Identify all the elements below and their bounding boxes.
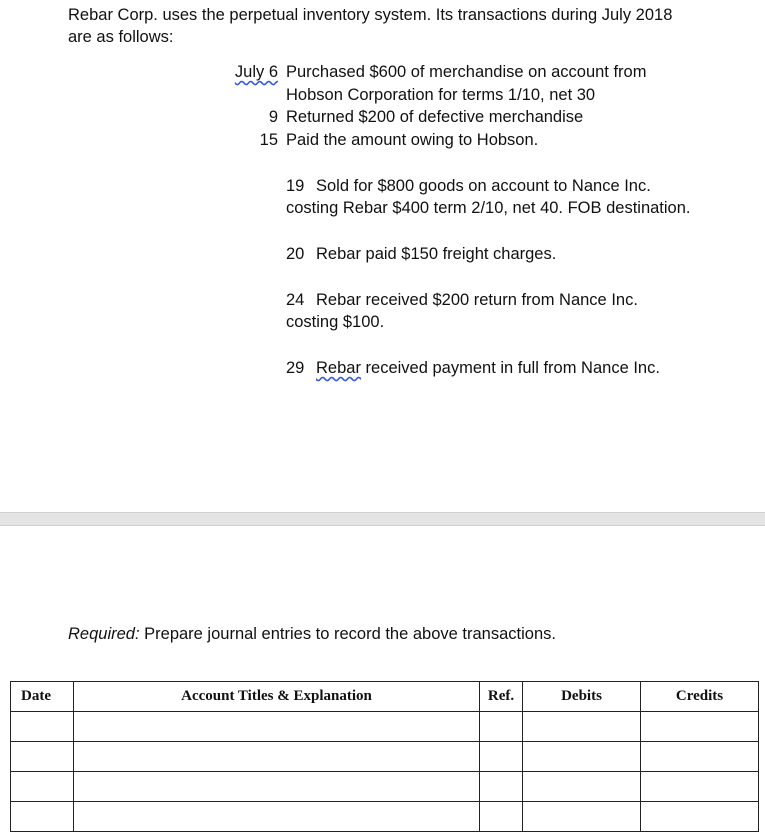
table-row — [11, 712, 759, 742]
cell-debit[interactable] — [523, 712, 641, 742]
tx-19-line-2: costing Rebar $400 term 2/10, net 40. FOB destination. — [286, 199, 691, 217]
journal-table — [10, 681, 759, 832]
tx-24-line-1: Rebar received $200 return from Nance Inc. — [316, 291, 638, 309]
tx-19-day: 19 — [286, 177, 305, 195]
required-instruction — [68, 623, 556, 645]
header-credits: Credits — [641, 682, 759, 712]
cell-ref[interactable] — [480, 772, 523, 802]
tx-20 — [286, 243, 556, 265]
cell-ref[interactable] — [480, 802, 523, 832]
tx-july-6-line-2: Hobson Corporation for terms 1/10, net 30 — [286, 86, 596, 104]
cell-account[interactable] — [74, 712, 480, 742]
tx-29-day: 29 — [286, 359, 305, 377]
cell-date[interactable] — [11, 712, 74, 742]
intro-text — [68, 4, 672, 48]
tx-20-line-1: Rebar paid $150 freight charges. — [316, 245, 557, 263]
header-ref: Ref. — [480, 682, 523, 712]
cell-ref[interactable] — [480, 712, 523, 742]
required-label: Required: — [68, 625, 140, 643]
cell-credit[interactable] — [641, 742, 759, 772]
tx-24 — [286, 289, 638, 311]
tx-date-9: 9 — [268, 108, 278, 126]
required-text: Prepare journal entries to record the above transactions. — [144, 625, 556, 643]
tx-july-6-line-1: Purchased $600 of merchandise on account from — [286, 63, 647, 81]
tx-29 — [286, 357, 660, 379]
cell-ref[interactable] — [480, 742, 523, 772]
page-divider — [0, 512, 765, 526]
tx-24-day: 24 — [286, 291, 305, 309]
tx-29-rest: received payment in full from Nance Inc. — [365, 359, 660, 377]
cell-date[interactable] — [11, 742, 74, 772]
cell-account[interactable] — [74, 802, 480, 832]
cell-account[interactable] — [74, 772, 480, 802]
cell-debit[interactable] — [523, 772, 641, 802]
tx-15-line-1: Paid the amount owing to Hobson. — [286, 131, 539, 149]
tx-29-underlined — [286, 359, 361, 377]
cell-date[interactable] — [11, 802, 74, 832]
journal-body — [11, 712, 759, 832]
header-account-titles: Account Titles & Explanation — [74, 682, 480, 712]
header-date: Date — [11, 682, 74, 712]
cell-credit[interactable] — [641, 772, 759, 802]
tx-19-line-1: Sold for $800 goods on account to Nance Inc. — [316, 177, 651, 195]
intro-line-1: Rebar Corp. uses the perpetual inventory system. Its transactions during July 2018 — [68, 6, 673, 24]
cell-credit[interactable] — [641, 712, 759, 742]
cell-debit[interactable] — [523, 742, 641, 772]
intro-line-2: are as follows: — [68, 28, 174, 46]
cell-account[interactable] — [74, 742, 480, 772]
table-row — [11, 802, 759, 832]
tx-24-line-2: costing $100. — [286, 313, 385, 331]
header-debits: Debits — [523, 682, 641, 712]
tx-20-day: 20 — [286, 245, 305, 263]
tx-date-july-6: July 6 — [234, 63, 278, 81]
tx-9-line-1: Returned $200 of defective merchandise — [286, 108, 584, 126]
table-row — [11, 742, 759, 772]
cell-date[interactable] — [11, 772, 74, 802]
cell-credit[interactable] — [641, 802, 759, 832]
tx-19 — [286, 175, 651, 197]
tx-29-first-word: Rebar — [316, 359, 361, 377]
journal-header-row — [11, 682, 759, 712]
tx-date-15: 15 — [259, 131, 278, 149]
table-row — [11, 772, 759, 802]
cell-debit[interactable] — [523, 802, 641, 832]
